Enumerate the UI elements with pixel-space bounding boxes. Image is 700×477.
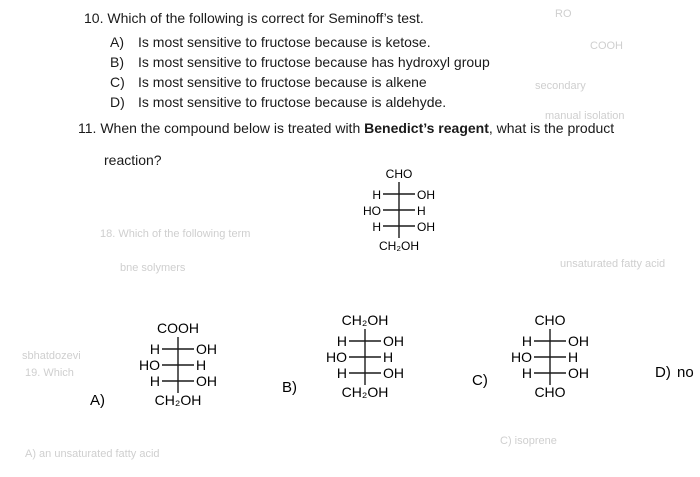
fischer-left-substituent: H [336, 333, 347, 349]
fischer-right-substituent: OH [568, 365, 589, 381]
fischer-top-group: COOH [157, 320, 199, 336]
fischer-bottom-group: CHO [534, 384, 566, 400]
stem-text: 11. When the compound below is treated with [78, 120, 365, 136]
reagent-name: Benedict’s reagent [364, 120, 489, 136]
fischer-left-substituent: H [372, 220, 381, 234]
fischer-right-substituent: H [196, 357, 207, 373]
answer-a-letter: A) [90, 392, 105, 409]
question-10-stem: 10. Which of the following is correct for Seminoff’s test. [84, 10, 424, 26]
option-letter: D) [110, 94, 125, 110]
fischer-bottom-group: CH₂OH [341, 384, 389, 400]
option-text: Is most sensitive to fructose because has hydroxyl group [138, 54, 490, 70]
fischer-right-substituent: H [383, 349, 394, 365]
fischer-left-substituent: H [521, 365, 532, 381]
option-text: Is most sensitive to fructose because is alkene [138, 74, 427, 90]
answer-d-letter: D) [655, 364, 671, 381]
answer-a-fischer [139, 320, 217, 408]
fischer-left-substituent: HO [326, 349, 347, 365]
fischer-top-group: CHO [534, 312, 566, 328]
fischer-bottom-group: CH₂OH [379, 239, 419, 253]
fischer-left-substituent: HO [511, 349, 532, 365]
fischer-right-substituent: OH [196, 341, 217, 357]
fischer-right-substituent: OH [383, 365, 404, 381]
fischer-left-substituent: H [521, 333, 532, 349]
fischer-right-substituent: OH [417, 220, 435, 234]
fischer-right-substituent: OH [383, 333, 404, 349]
fischer-right-substituent: OH [417, 188, 435, 202]
question-11-stem-line2: reaction? [104, 152, 162, 168]
option-text: Is most sensitive to fructose because is aldehyde. [138, 94, 447, 110]
fischer-left-substituent: H [149, 373, 160, 389]
option-letter: B) [110, 54, 124, 70]
answer-d-text: no [677, 364, 694, 381]
starting-compound-fischer [363, 167, 435, 253]
answer-b-letter: B) [282, 379, 297, 396]
answer-c-fischer [511, 312, 589, 400]
fischer-left-substituent: HO [139, 357, 160, 373]
fischer-right-substituent: H [417, 204, 426, 218]
fischer-right-substituent: OH [568, 333, 589, 349]
option-letter: C) [110, 74, 125, 90]
fischer-top-group: CHO [385, 167, 413, 181]
option-letter: A) [110, 34, 124, 50]
stem-text-end: , what is the product [488, 120, 615, 136]
answer-c-letter: C) [472, 372, 488, 389]
answer-b-fischer [326, 312, 404, 400]
fischer-left-substituent: HO [363, 204, 381, 218]
fischer-right-substituent: H [568, 349, 579, 365]
fischer-left-substituent: H [336, 365, 347, 381]
option-text: Is most sensitive to fructose because is ketose. [138, 34, 431, 50]
fischer-left-substituent: H [372, 188, 381, 202]
fischer-right-substituent: OH [196, 373, 217, 389]
fischer-left-substituent: H [149, 341, 160, 357]
fischer-bottom-group: CH₂OH [154, 392, 202, 408]
fischer-top-group: CH₂OH [341, 312, 389, 328]
